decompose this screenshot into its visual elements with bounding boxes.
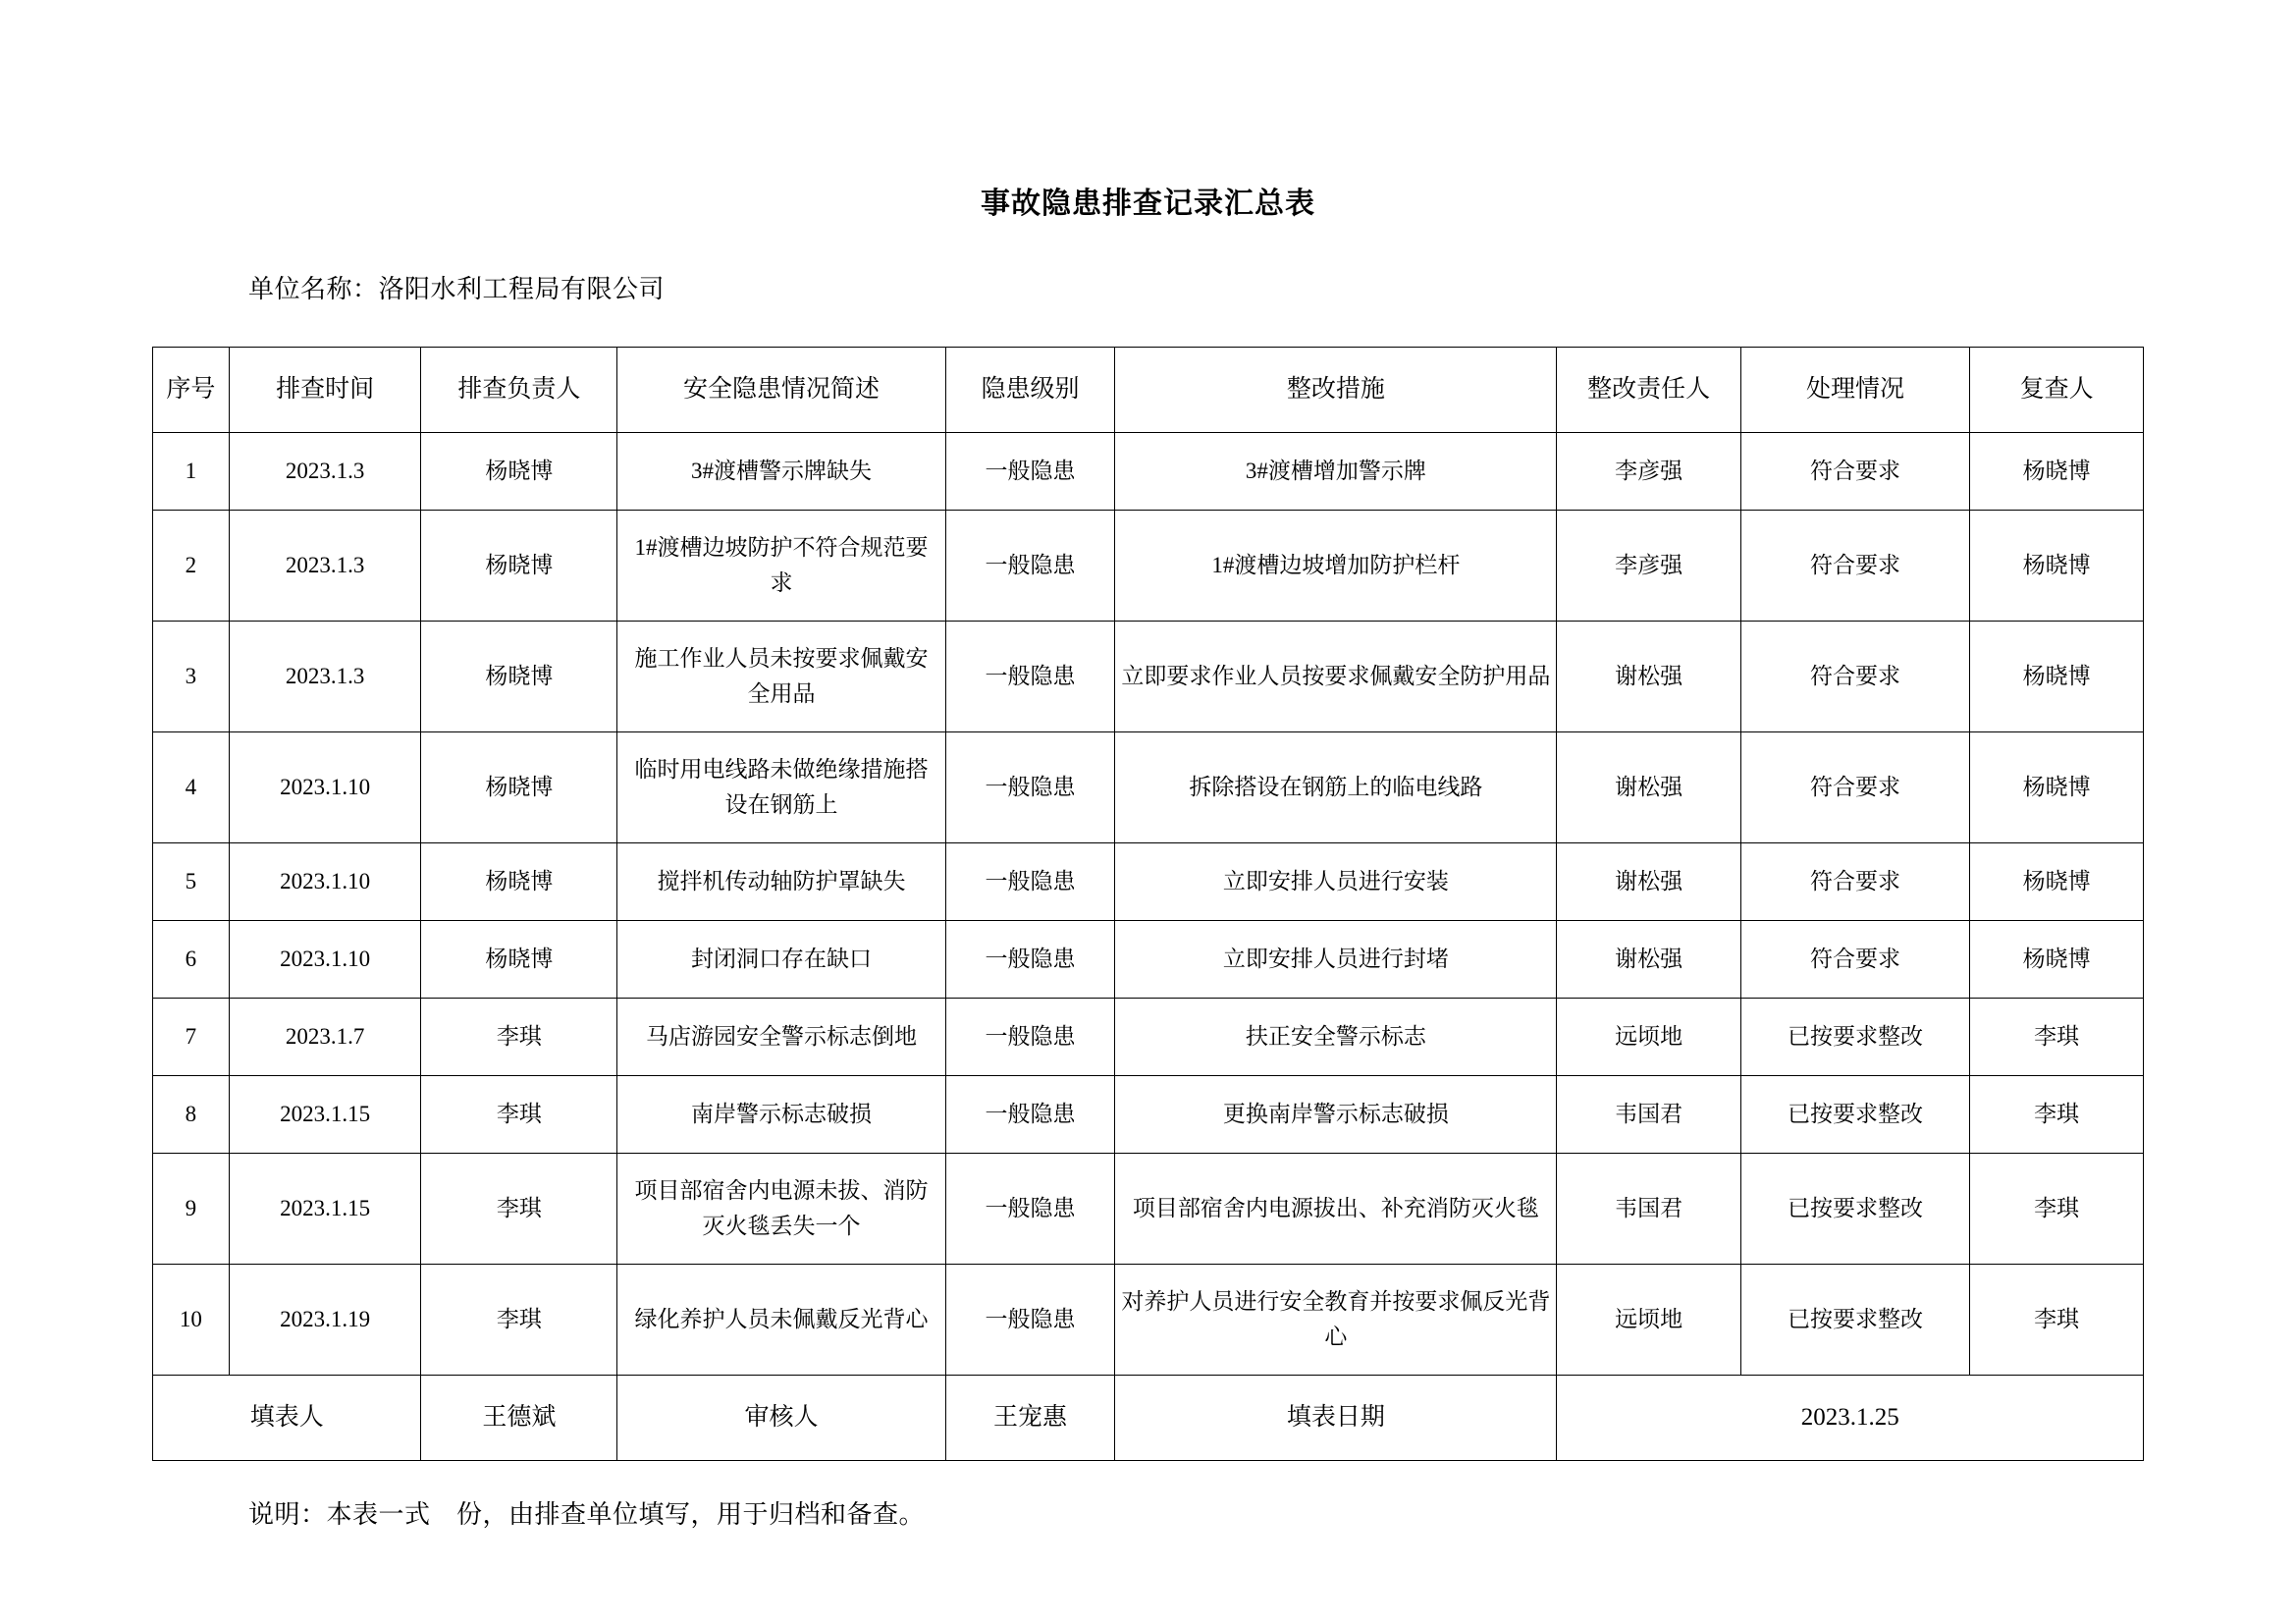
page-title: 事故隐患排查记录汇总表 [981, 188, 1315, 220]
table-row [153, 732, 2144, 843]
table-row [153, 999, 2144, 1076]
cell-responsible: 韦国君 [1557, 1076, 1740, 1154]
column-header-responsible: 整改责任人 [1557, 348, 1740, 433]
cell-inspector: 杨晓博 [421, 843, 617, 921]
cell-date: 2023.1.7 [229, 999, 421, 1076]
table-row [153, 1265, 2144, 1376]
cell-date: 2023.1.10 [229, 921, 421, 999]
cell-date: 2023.1.3 [229, 433, 421, 511]
cell-inspector: 杨晓博 [421, 732, 617, 843]
table-row [153, 1076, 2144, 1154]
cell-status: 已按要求整改 [1740, 1265, 1970, 1376]
cell-hazard: 绿化养护人员未佩戴反光背心 [617, 1265, 945, 1376]
cell-status: 符合要求 [1740, 622, 1970, 732]
cell-measure: 立即要求作业人员按要求佩戴安全防护用品 [1115, 622, 1557, 732]
cell-responsible: 谢松强 [1557, 732, 1740, 843]
cell-no: 9 [153, 1154, 230, 1265]
cell-responsible: 谢松强 [1557, 843, 1740, 921]
cell-reviewer: 杨晓博 [1970, 732, 2144, 843]
cell-responsible: 谢松强 [1557, 622, 1740, 732]
cell-responsible: 远顷地 [1557, 1265, 1740, 1376]
cell-measure: 拆除搭设在钢筋上的临电线路 [1115, 732, 1557, 843]
cell-hazard: 南岸警示标志破损 [617, 1076, 945, 1154]
cell-status: 符合要求 [1740, 732, 1970, 843]
table-row [153, 433, 2144, 511]
cell-measure: 对养护人员进行安全教育并按要求佩反光背心 [1115, 1265, 1557, 1376]
cell-reviewer: 李琪 [1970, 1265, 2144, 1376]
cell-hazard: 1#渡槽边坡防护不符合规范要求 [617, 511, 945, 622]
hazard-inspection-table [152, 347, 2144, 1461]
cell-inspector: 李琪 [421, 1154, 617, 1265]
cell-no: 6 [153, 921, 230, 999]
cell-level: 一般隐患 [945, 511, 1115, 622]
cell-date: 2023.1.15 [229, 1154, 421, 1265]
cell-hazard: 项目部宿舍内电源未拔、消防灭火毯丢失一个 [617, 1154, 945, 1265]
cell-status: 符合要求 [1740, 843, 1970, 921]
cell-hazard: 搅拌机传动轴防护罩缺失 [617, 843, 945, 921]
column-header-level: 隐患级别 [945, 348, 1115, 433]
cell-reviewer: 李琪 [1970, 999, 2144, 1076]
column-header-measure: 整改措施 [1115, 348, 1557, 433]
cell-hazard: 封闭洞口存在缺口 [617, 921, 945, 999]
cell-hazard: 3#渡槽警示牌缺失 [617, 433, 945, 511]
cell-level: 一般隐患 [945, 1265, 1115, 1376]
cell-reviewer: 杨晓博 [1970, 433, 2144, 511]
unit-name-line [152, 269, 2144, 305]
cell-inspector: 杨晓博 [421, 433, 617, 511]
cell-reviewer: 李琪 [1970, 1076, 2144, 1154]
cell-level: 一般隐患 [945, 1154, 1115, 1265]
unit-name-label: 单位名称： [248, 275, 379, 303]
cell-level: 一般隐患 [945, 433, 1115, 511]
cell-no: 2 [153, 511, 230, 622]
cell-responsible: 谢松强 [1557, 921, 1740, 999]
cell-date: 2023.1.10 [229, 732, 421, 843]
cell-date: 2023.1.15 [229, 1076, 421, 1154]
cell-level: 一般隐患 [945, 843, 1115, 921]
cell-reviewer: 杨晓博 [1970, 511, 2144, 622]
cell-hazard: 临时用电线路未做绝缘措施搭设在钢筋上 [617, 732, 945, 843]
cell-level: 一般隐患 [945, 999, 1115, 1076]
table-row [153, 622, 2144, 732]
cell-measure: 更换南岸警示标志破损 [1115, 1076, 1557, 1154]
cell-inspector: 杨晓博 [421, 921, 617, 999]
column-header-hazard: 安全隐患情况简述 [617, 348, 945, 433]
cell-inspector: 杨晓博 [421, 622, 617, 732]
cell-inspector: 李琪 [421, 1076, 617, 1154]
cell-inspector: 李琪 [421, 1265, 617, 1376]
cell-measure: 立即安排人员进行封堵 [1115, 921, 1557, 999]
cell-date: 2023.1.3 [229, 622, 421, 732]
footer-date-value: 2023.1.25 [1557, 1376, 2144, 1461]
column-header-inspector: 排查负责人 [421, 348, 617, 433]
cell-measure: 项目部宿舍内电源拔出、补充消防灭火毯 [1115, 1154, 1557, 1265]
cell-level: 一般隐患 [945, 622, 1115, 732]
cell-no: 8 [153, 1076, 230, 1154]
cell-date: 2023.1.10 [229, 843, 421, 921]
cell-responsible: 韦国君 [1557, 1154, 1740, 1265]
cell-date: 2023.1.3 [229, 511, 421, 622]
footer-date-label: 填表日期 [1115, 1376, 1557, 1461]
cell-inspector: 李琪 [421, 999, 617, 1076]
cell-level: 一般隐患 [945, 1076, 1115, 1154]
table-footer-row [153, 1376, 2144, 1461]
cell-status: 已按要求整改 [1740, 999, 1970, 1076]
cell-status: 符合要求 [1740, 921, 1970, 999]
unit-name-value: 洛阳水利工程局有限公司 [378, 275, 666, 303]
cell-level: 一般隐患 [945, 732, 1115, 843]
table-header-row [153, 348, 2144, 433]
cell-reviewer: 李琪 [1970, 1154, 2144, 1265]
cell-no: 7 [153, 999, 230, 1076]
cell-hazard: 施工作业人员未按要求佩戴安全用品 [617, 622, 945, 732]
column-header-status: 处理情况 [1740, 348, 1970, 433]
cell-inspector: 杨晓博 [421, 511, 617, 622]
cell-measure: 扶正安全警示标志 [1115, 999, 1557, 1076]
cell-no: 1 [153, 433, 230, 511]
cell-reviewer: 杨晓博 [1970, 622, 2144, 732]
footer-filler-label: 填表人 [153, 1376, 421, 1461]
cell-no: 5 [153, 843, 230, 921]
footer-auditor-label: 审核人 [617, 1376, 945, 1461]
cell-date: 2023.1.19 [229, 1265, 421, 1376]
cell-responsible: 李彦强 [1557, 433, 1740, 511]
column-header-reviewer: 复查人 [1970, 348, 2144, 433]
column-header-no: 序号 [153, 348, 230, 433]
cell-hazard: 马店游园安全警示标志倒地 [617, 999, 945, 1076]
table-row [153, 921, 2144, 999]
cell-reviewer: 杨晓博 [1970, 843, 2144, 921]
table-row [153, 511, 2144, 622]
cell-level: 一般隐患 [945, 921, 1115, 999]
cell-no: 3 [153, 622, 230, 732]
cell-responsible: 李彦强 [1557, 511, 1740, 622]
cell-measure: 1#渡槽边坡增加防护栏杆 [1115, 511, 1557, 622]
footer-filler-value: 王德斌 [421, 1376, 617, 1461]
table-row [153, 1154, 2144, 1265]
cell-status: 符合要求 [1740, 433, 1970, 511]
cell-responsible: 远顷地 [1557, 999, 1740, 1076]
cell-reviewer: 杨晓博 [1970, 921, 2144, 999]
form-note: 说明：本表一式 份，由排查单位填写，用于归档和备查。 [248, 1500, 926, 1529]
cell-status: 符合要求 [1740, 511, 1970, 622]
footer-auditor-value: 王宠惠 [945, 1376, 1115, 1461]
cell-measure: 立即安排人员进行安装 [1115, 843, 1557, 921]
table-row [153, 843, 2144, 921]
cell-status: 已按要求整改 [1740, 1154, 1970, 1265]
column-header-date: 排查时间 [229, 348, 421, 433]
cell-status: 已按要求整改 [1740, 1076, 1970, 1154]
cell-no: 10 [153, 1265, 230, 1376]
cell-measure: 3#渡槽增加警示牌 [1115, 433, 1557, 511]
cell-no: 4 [153, 732, 230, 843]
